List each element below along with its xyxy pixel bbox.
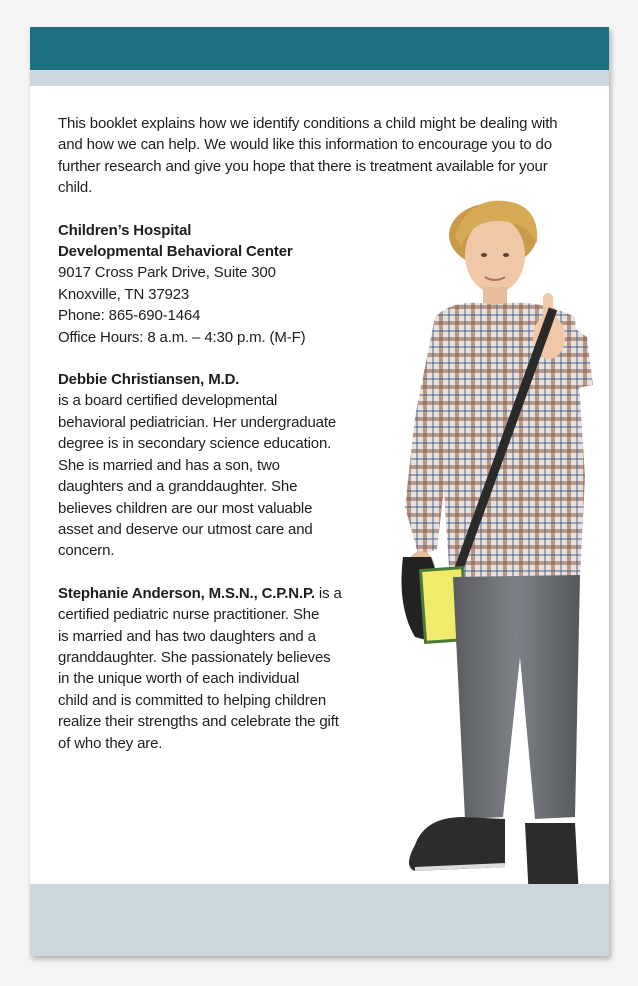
staff-bio-christiansen — [58, 369, 370, 562]
footer-band — [30, 884, 609, 956]
bio-line: certified pediatric nurse practitioner. She — [58, 606, 320, 624]
center-name-line2: Developmental Behavioral Center — [58, 243, 293, 261]
bio-line: is married and has two daughters and a — [58, 627, 316, 645]
staff-name-line — [58, 583, 370, 604]
center-phone: Phone: 865-690-1464 — [58, 307, 201, 325]
center-address2: Knoxville, TN 37923 — [58, 285, 190, 303]
center-hours: Office Hours: 8 a.m. – 4:30 p.m. (M-F) — [58, 328, 306, 346]
bio-line: asset and deserve our utmost care and — [58, 520, 313, 538]
booklet-page — [30, 27, 609, 956]
bio-line: daughters and a granddaughter. She — [58, 478, 298, 496]
staff-bio-anderson — [58, 583, 370, 754]
bio-line: in the unique worth of each individual — [58, 670, 300, 688]
bio-line: realize their strengths and celebrate the gift — [58, 713, 339, 731]
bio-first: is a — [314, 584, 342, 602]
bio-line: believes children are our most valuable — [58, 499, 313, 517]
bio-line: child and is committed to helping children — [58, 691, 327, 709]
bio-line: concern. — [58, 542, 115, 560]
bio-line: She is married and has a son, two — [58, 456, 280, 474]
bio-line: behavioral pediatrician. Her undergraduate — [58, 413, 337, 431]
intro-paragraph: This booklet explains how we identify conditions a child might be dealing with and how we can help. We would like this information to encourage you to do further research and give you hope that there is treatment available for your child. — [58, 115, 558, 197]
center-address1: 9017 Cross Park Drive, Suite 300 — [58, 264, 276, 282]
bio-line: degree is in secondary science education. — [58, 435, 332, 453]
header-subband — [30, 70, 609, 86]
staff-name: Debbie Christiansen, M.D. — [58, 371, 240, 389]
center-name-line1: Children’s Hospital — [58, 221, 192, 239]
header-band — [30, 27, 609, 70]
center-info — [58, 220, 370, 348]
bio-line: is a board certified developmental — [58, 392, 278, 410]
staff-name: Stephanie Anderson, M.S.N., C.P.N.P. — [58, 584, 315, 602]
bio-line: granddaughter. She passionately believes — [58, 648, 331, 666]
bio-line: of who they are. — [58, 734, 163, 752]
teen-thumbs-up-photo — [375, 177, 595, 897]
